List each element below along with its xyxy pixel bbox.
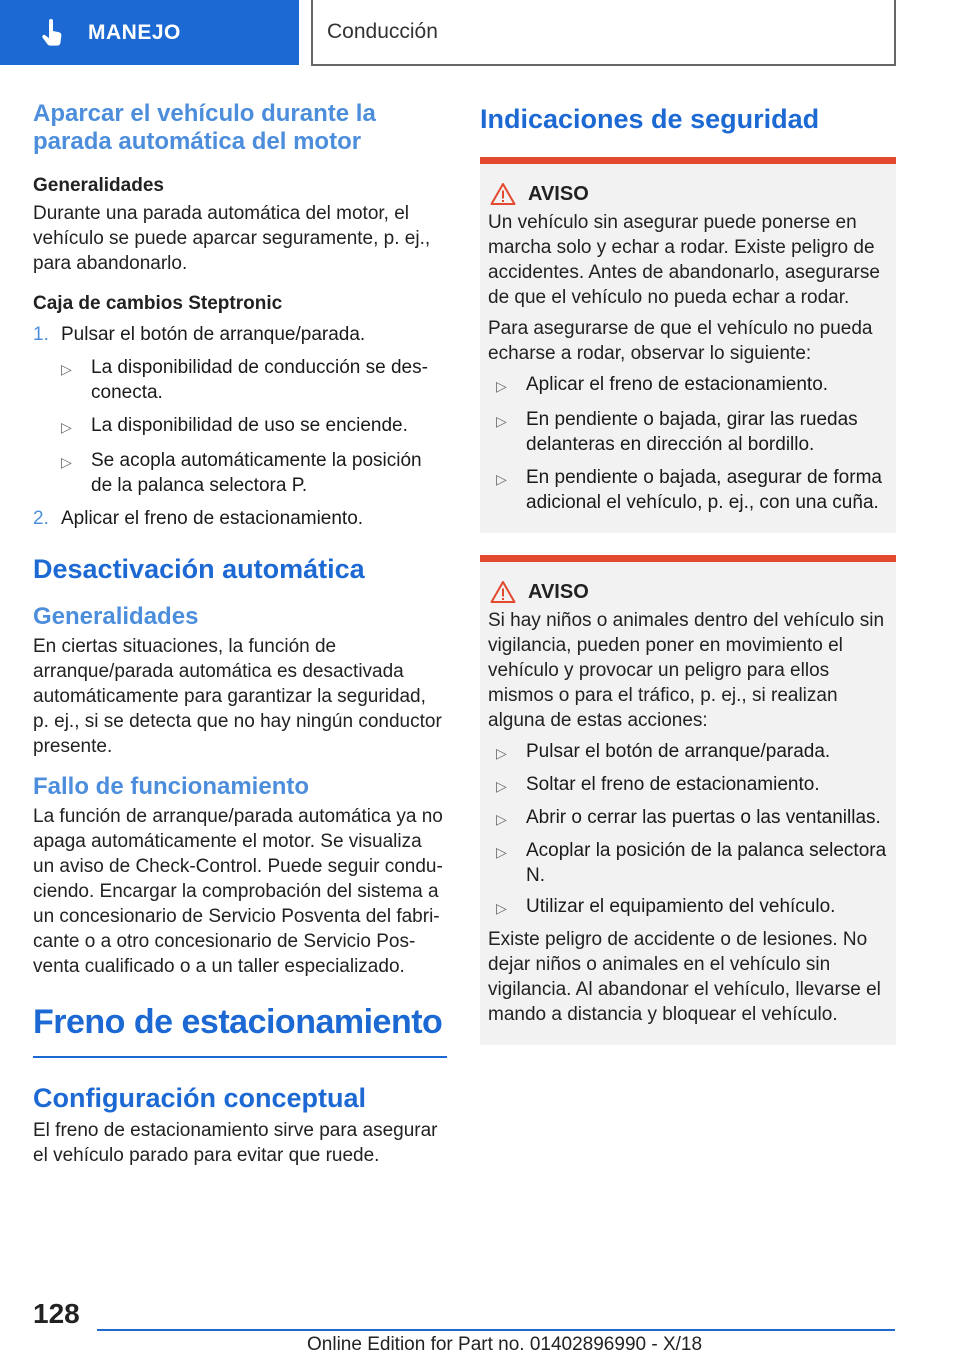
list-item bbox=[496, 407, 888, 457]
section-label: MANEJO bbox=[88, 20, 181, 44]
section-heading-auto-deactivation: Desactivación automática bbox=[33, 554, 365, 584]
bullet-triangle-icon: ▷ bbox=[496, 471, 507, 487]
heading-rule bbox=[33, 1056, 447, 1058]
paragraph: Para asegurarse de que el vehículo no pueda echarse a rodar, observar lo siguiente: bbox=[488, 318, 873, 364]
list-item bbox=[496, 739, 888, 766]
subheading-steptronic: Caja de cambios Steptronic bbox=[33, 293, 283, 314]
bullet-triangle-icon: ▷ bbox=[496, 844, 507, 860]
paragraph: El freno de estacionamiento sirve para asegurar el vehículo parado para evitar que ruede. bbox=[33, 1120, 438, 1166]
list-item bbox=[61, 355, 447, 405]
bullet-text: Se acopla automáticamente la posición de la palanca selectora P. bbox=[91, 450, 422, 496]
warning-header bbox=[490, 580, 888, 604]
section-heading-parking: Aparcar el vehículo durante la parada automática del motor bbox=[33, 100, 376, 155]
bullet-triangle-icon: ▷ bbox=[496, 900, 507, 916]
bullet-text: En pendiente o bajada, asegurar de forma adicional el vehículo, p. ej., con una cuña. bbox=[526, 467, 882, 513]
paragraph: Durante una parada automática del motor, el vehículo se puede aparcar seguramente, p. ej., para abandonarlo. bbox=[33, 203, 431, 274]
steps-list bbox=[33, 322, 447, 531]
subheading-general: Generalidades bbox=[33, 175, 164, 196]
bullet-text: En pendiente o bajada, girar las ruedas delanteras en dirección al bordillo. bbox=[526, 409, 858, 455]
list-item bbox=[33, 506, 447, 531]
bullet-text: La disponibilidad de uso se enciende. bbox=[91, 415, 408, 436]
bullet-triangle-icon: ▷ bbox=[496, 811, 507, 827]
step-text: Aplicar el freno de estacionamiento. bbox=[61, 508, 364, 529]
bullet-text: Aplicar el freno de estacionamiento. bbox=[526, 374, 829, 395]
bullet-triangle-icon: ▷ bbox=[61, 419, 72, 435]
paragraph: Si hay niños o animales dentro del vehículo sin vigilancia, pueden poner en movimiento el vehículo y provocar un peligro para ellos mismos o para el tráfico, p. ej., si realizan alguna de estas acciones: bbox=[488, 610, 885, 731]
paragraph: En ciertas situaciones, la función de arranque/parada automática es desactivada automáticamente para garantizar la seguridad, p. ej., si se detecta que no hay ningún conductor presente. bbox=[33, 636, 442, 757]
step-number: 2. bbox=[33, 508, 49, 529]
chapter-title bbox=[311, 0, 896, 66]
warning-label: AVISO bbox=[528, 580, 589, 603]
bullet-text: Soltar el freno de estacionamiento. bbox=[526, 774, 820, 795]
step-number: 1. bbox=[33, 324, 49, 345]
bullet-text: Acoplar la posición de la palanca selectora N. bbox=[526, 840, 887, 886]
bullet-triangle-icon: ▷ bbox=[61, 454, 72, 470]
list-item bbox=[496, 772, 888, 799]
subheading-concept: Configuración conceptual bbox=[33, 1083, 367, 1113]
hand-pointer-icon bbox=[38, 18, 68, 48]
list-item bbox=[496, 465, 888, 515]
bullet-triangle-icon: ▷ bbox=[496, 413, 507, 429]
bullet-triangle-icon: ▷ bbox=[61, 361, 72, 377]
bullet-text: Abrir o cerrar las puertas o las ventanillas. bbox=[526, 807, 881, 828]
bullet-text: Utilizar el equipamiento del vehículo. bbox=[526, 896, 836, 917]
list-item bbox=[496, 894, 888, 921]
subheading-general: Generalidades bbox=[33, 603, 199, 630]
chapter-heading-parking-brake: Freno de estacionamiento bbox=[33, 1003, 443, 1041]
bullet-triangle-icon: ▷ bbox=[496, 745, 507, 761]
warning-triangle-icon bbox=[490, 580, 516, 604]
list-item bbox=[496, 372, 888, 399]
warning-triangle-icon bbox=[490, 182, 516, 206]
bullet-text: Pulsar el botón de arranque/parada. bbox=[526, 741, 831, 762]
list-item bbox=[496, 805, 888, 832]
warning-header bbox=[490, 182, 888, 206]
bullet-triangle-icon: ▷ bbox=[496, 778, 507, 794]
paragraph: La función de arranque/parada automática ya no apaga automáticamente el motor. Se visualiza un aviso de Check-Control. Puede seguir conduciendo. Encargar la comprobación del sistema a un concesionario de Servicio Posventa del fabricante o a otro concesionario de Servicio Posventa cualificado o a un taller especializado. bbox=[33, 806, 443, 977]
list-item bbox=[61, 413, 447, 440]
list-item bbox=[61, 448, 447, 498]
warning-box bbox=[480, 157, 896, 533]
chapter-title-text: Conducción bbox=[327, 20, 438, 43]
paragraph: Existe peligro de accidente o de lesiones. No dejar niños o animales en el vehículo sin vigilancia. Al abandonar el vehículo, llevarse el mando a distancia y bloquear el vehículo. bbox=[488, 929, 881, 1025]
section-heading-safety: Indicaciones de seguridad bbox=[480, 104, 820, 134]
list-item bbox=[33, 322, 447, 347]
list-item bbox=[496, 838, 888, 888]
edition-text: Online Edition for Part no. 01402896990 - X/18 bbox=[307, 1334, 703, 1355]
bullet-triangle-icon: ▷ bbox=[496, 378, 507, 394]
footer-rule bbox=[97, 1329, 895, 1331]
warning-box bbox=[480, 555, 896, 1045]
subheading-malfunction: Fallo de funcionamiento bbox=[33, 773, 310, 800]
bullet-text: La disponibilidad de conducción se desconecta. bbox=[91, 357, 428, 403]
warning-label: AVISO bbox=[528, 182, 589, 205]
right-column bbox=[480, 100, 896, 1045]
section-tab bbox=[0, 0, 299, 65]
left-column bbox=[33, 100, 447, 1168]
paragraph: Un vehículo sin asegurar puede ponerse en marcha solo y echar a rodar. Existe peligro de accidentes. Antes de abandonarlo, asegurarse de que el vehículo no pueda echar a rodar. bbox=[488, 212, 880, 308]
step-text: Pulsar el botón de arranque/parada. bbox=[61, 324, 366, 345]
page-number: 128 bbox=[33, 1298, 80, 1329]
